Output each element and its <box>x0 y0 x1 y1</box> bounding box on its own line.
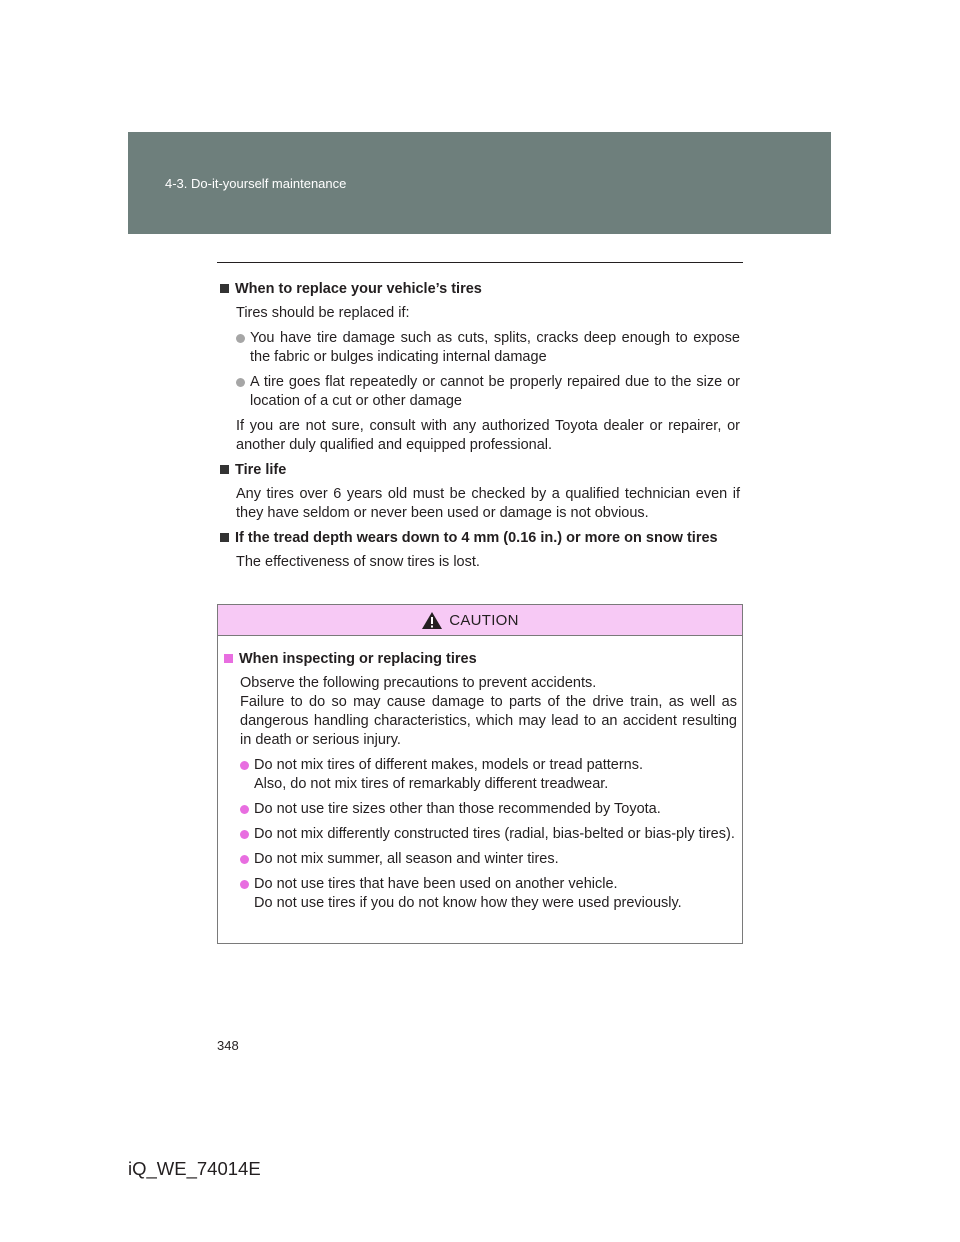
circle-bullet-icon <box>236 378 245 387</box>
divider-rule <box>217 262 743 263</box>
heading-tire-life: Tire life <box>220 461 740 480</box>
list-item: You have tire damage such as cuts, splits, cracks deep enough to expose the fabric or bulges indicating internal damage <box>236 329 740 367</box>
caution-intro-2: Failure to do so may cause damage to parts of the drive train, as well as dangerous handling characteristics, which may lead to an accident resulting in death or serious injury. <box>240 694 737 748</box>
circle-bullet-icon <box>240 761 249 770</box>
list-item: A tire goes flat repeatedly or cannot be properly repaired due to the size or location of a cut or other damage <box>236 373 740 411</box>
main-content <box>220 280 740 578</box>
caution-body <box>218 636 742 913</box>
caution-box <box>217 604 743 944</box>
warning-triangle-icon <box>421 611 443 630</box>
paragraph-outro: If you are not sure, consult with any authorized Toyota dealer or repairer, or another duly qualified and equipped professional. <box>236 418 740 453</box>
paragraph-tire-life: Any tires over 6 years old must be checked by a qualified technician even if they have seldom or never been used or damage is not obvious. <box>236 486 740 521</box>
heading-replace-tires: When to replace your vehicle’s tires <box>220 280 740 299</box>
circle-bullet-icon <box>240 830 249 839</box>
circle-bullet-icon <box>240 805 249 814</box>
header-band <box>128 132 831 234</box>
list-item: Do not mix differently constructed tires (radial, bias-belted or bias-ply tires). <box>240 825 737 844</box>
caution-intro-1: Observe the following precautions to prevent accidents. <box>240 675 597 691</box>
circle-bullet-icon <box>236 334 245 343</box>
paragraph-intro: Tires should be replaced if: <box>236 305 410 321</box>
document-code: iQ_WE_74014E <box>128 1158 261 1179</box>
circle-bullet-icon <box>240 880 249 889</box>
list-item: Do not mix tires of different makes, models or tread patterns. Also, do not mix tires of remarkably different treadwear. <box>240 756 737 794</box>
list-item: Do not mix summer, all season and winter tires. <box>240 850 737 869</box>
section-title: 4-3. Do-it-yourself maintenance <box>165 176 347 191</box>
circle-bullet-icon <box>240 855 249 864</box>
square-bullet-icon <box>220 465 229 474</box>
square-bullet-icon <box>220 284 229 293</box>
paragraph-tread-depth: The effectiveness of snow tires is lost. <box>236 554 480 570</box>
list-item: Do not use tires that have been used on another vehicle. Do not use tires if you do not know how they were used previously. <box>240 875 737 913</box>
page-number: 348 <box>217 1038 239 1053</box>
square-bullet-icon <box>224 654 233 663</box>
list-item: Do not use tire sizes other than those recommended by Toyota. <box>240 800 737 819</box>
square-bullet-icon <box>220 533 229 542</box>
caution-title: When inspecting or replacing tires <box>224 650 737 669</box>
caution-label: CAUTION <box>449 611 519 629</box>
caution-header <box>218 605 742 636</box>
heading-tread-depth: If the tread depth wears down to 4 mm (0.16 in.) or more on snow tires <box>220 529 740 548</box>
